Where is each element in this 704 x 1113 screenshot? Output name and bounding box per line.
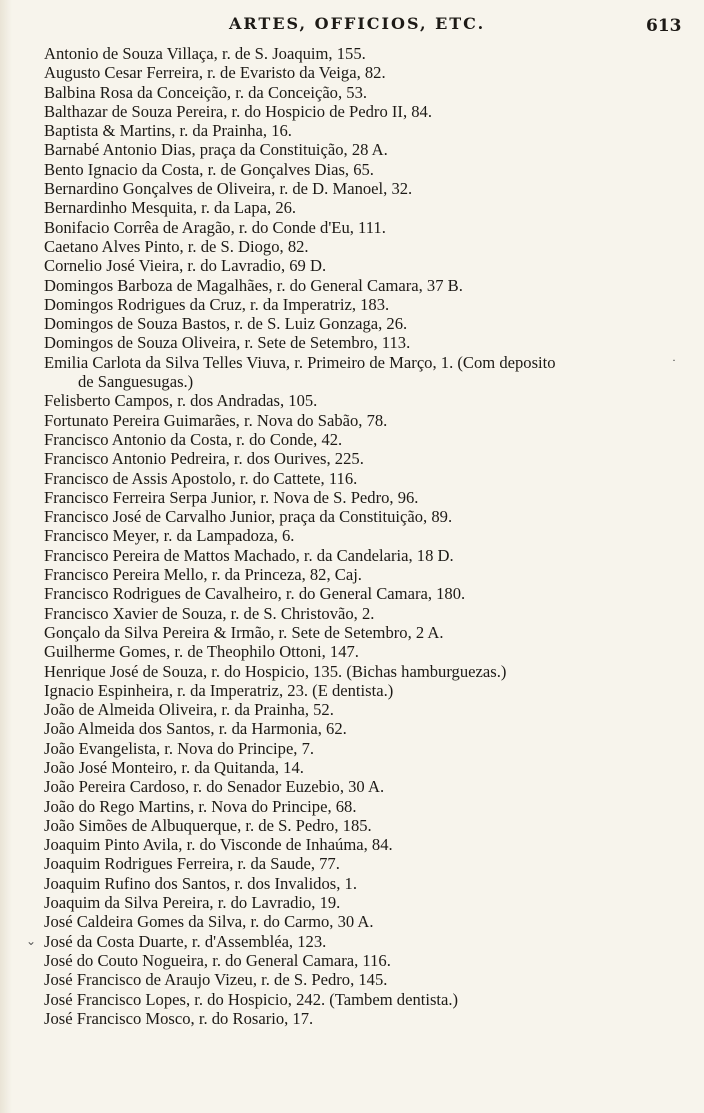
list-item: José Francisco Lopes, r. do Hospicio, 242. (Tambem dentista.) — [44, 989, 459, 1009]
list-item: Antonio de Souza Villaça, r. de S. Joaquim, 155. — [44, 44, 366, 63]
list-item: Bonifacio Corrêa de Aragão, r. do Conde d'Eu, 111. — [44, 217, 386, 237]
list-item: Gonçalo da Silva Pereira & Irmão, r. Sete de Setembro, 2 A. — [44, 622, 444, 642]
list-item: João Evangelista, r. Nova do Principe, 7. — [44, 738, 315, 758]
list-item: João de Almeida Oliveira, r. da Prainha, 52. — [44, 700, 334, 720]
list-item: Francisco Ferreira Serpa Junior, r. Nova de S. Pedro, 96. — [44, 487, 419, 507]
list-item: Bernardino Gonçalves de Oliveira, r. de D. Manoel, 32. — [44, 179, 413, 199]
list-item: José da Costa Duarte, r. d'Assembléa, 123. — [44, 931, 327, 951]
list-item: Bento Ignacio da Costa, r. de Gonçalves Dias, 65. — [44, 159, 374, 179]
list-item: José Caldeira Gomes da Silva, r. do Carmo, 30 A. — [44, 912, 374, 932]
list-item: Domingos de Souza Oliveira, r. Sete de Setembro, 113. — [44, 333, 411, 353]
margin-tick-mark: ⌄ — [26, 934, 37, 948]
list-item: João Pereira Cardoso, r. do Senador Euzebio, 30 A. — [44, 777, 385, 797]
list-item: Felisberto Campos, r. dos Andradas, 105. — [44, 391, 318, 411]
list-item: Barnabé Antonio Dias, praça da Constituição, 28 A. — [44, 140, 388, 160]
list-item: Francisco Rodrigues de Cavalheiro, r. do General Camara, 180. — [44, 584, 466, 604]
list-item: Domingos Barboza de Magalhães, r. do General Camara, 37 B. — [44, 275, 463, 295]
list-item: Joaquim Pinto Avila, r. do Visconde de Inhaúma, 84. — [44, 835, 393, 855]
list-item: Francisco José de Carvalho Junior, praça da Constituição, 89. — [44, 507, 453, 527]
list-item: Francisco Antonio da Costa, r. do Conde, 42. — [44, 429, 343, 449]
list-item: João Almeida dos Santos, r. da Harmonia, 62. — [44, 719, 347, 739]
list-item: José do Couto Nogueira, r. do General Camara, 116. — [44, 950, 391, 970]
page-edge-shadow — [0, 0, 12, 1113]
page-number: 613 — [646, 16, 682, 36]
list-item: Henrique José de Souza, r. do Hospicio, 135. (Bichas hamburguezas.) — [44, 661, 507, 681]
list-item: Domingos de Souza Bastos, r. de S. Luiz Gonzaga, 26. — [44, 314, 408, 334]
page-header — [0, 14, 704, 40]
list-item: Cornelio José Vieira, r. do Lavradio, 69 D. — [44, 256, 327, 276]
list-item: Fortunato Pereira Guimarães, r. Nova do Sabão, 78. — [44, 410, 388, 430]
list-item: Francisco de Assis Apostolo, r. do Cattete, 116. — [44, 468, 358, 488]
list-item: Balthazar de Souza Pereira, r. do Hospicio de Pedro II, 84. — [44, 101, 432, 121]
list-item: Ignacio Espinheira, r. da Imperatriz, 23. (E dentista.) — [44, 680, 394, 700]
list-item: Emilia Carlota da Silva Telles Viuva, r. Primeiro de Março, 1. (Com deposito — [44, 352, 556, 372]
list-item: Domingos Rodrigues da Cruz, r. da Imperatriz, 183. — [44, 294, 390, 314]
directory-list — [44, 44, 694, 1028]
list-item: Francisco Pereira de Mattos Machado, r. da Candelaria, 18 D. — [44, 545, 454, 565]
list-item: Augusto Cesar Ferreira, r. de Evaristo da Veiga, 82. — [44, 63, 386, 83]
list-item: Caetano Alves Pinto, r. de S. Diogo, 82. — [44, 236, 309, 256]
list-item: Francisco Pereira Mello, r. da Princeza, 82, Caj. — [44, 565, 362, 585]
list-item: Francisco Antonio Pedreira, r. dos Ourives, 225. — [44, 449, 364, 469]
margin-dot-mark: · — [672, 353, 676, 367]
list-item: Joaquim da Silva Pereira, r. do Lavradio, 19. — [44, 893, 341, 913]
list-item: Baptista & Martins, r. da Prainha, 16. — [44, 121, 292, 141]
list-item: José Francisco de Araujo Vizeu, r. de S. Pedro, 145. — [44, 970, 388, 990]
list-item: Balbina Rosa da Conceição, r. da Conceição, 53. — [44, 82, 368, 102]
list-item-continuation: de Sanguesugas.) — [78, 372, 194, 392]
list-item: Bernardinho Mesquita, r. da Lapa, 26. — [44, 198, 297, 218]
list-item: Francisco Meyer, r. da Lampadoza, 6. — [44, 526, 295, 546]
list-item: Joaquim Rodrigues Ferreira, r. da Saude, 77. — [44, 854, 340, 874]
running-title: ARTES, OFFICIOS, ETC. — [229, 14, 486, 33]
list-item: Francisco Xavier de Souza, r. de S. Christovão, 2. — [44, 603, 375, 623]
list-item: João Simões de Albuquerque, r. de S. Pedro, 185. — [44, 815, 372, 835]
list-item: Guilherme Gomes, r. de Theophilo Ottoni, 147. — [44, 642, 359, 662]
list-item: João do Rego Martins, r. Nova do Principe, 68. — [44, 796, 357, 816]
list-item: João José Monteiro, r. da Quitanda, 14. — [44, 757, 304, 777]
list-item: Joaquim Rufino dos Santos, r. dos Invalidos, 1. — [44, 873, 357, 893]
list-item: José Francisco Mosco, r. do Rosario, 17. — [44, 1008, 314, 1028]
